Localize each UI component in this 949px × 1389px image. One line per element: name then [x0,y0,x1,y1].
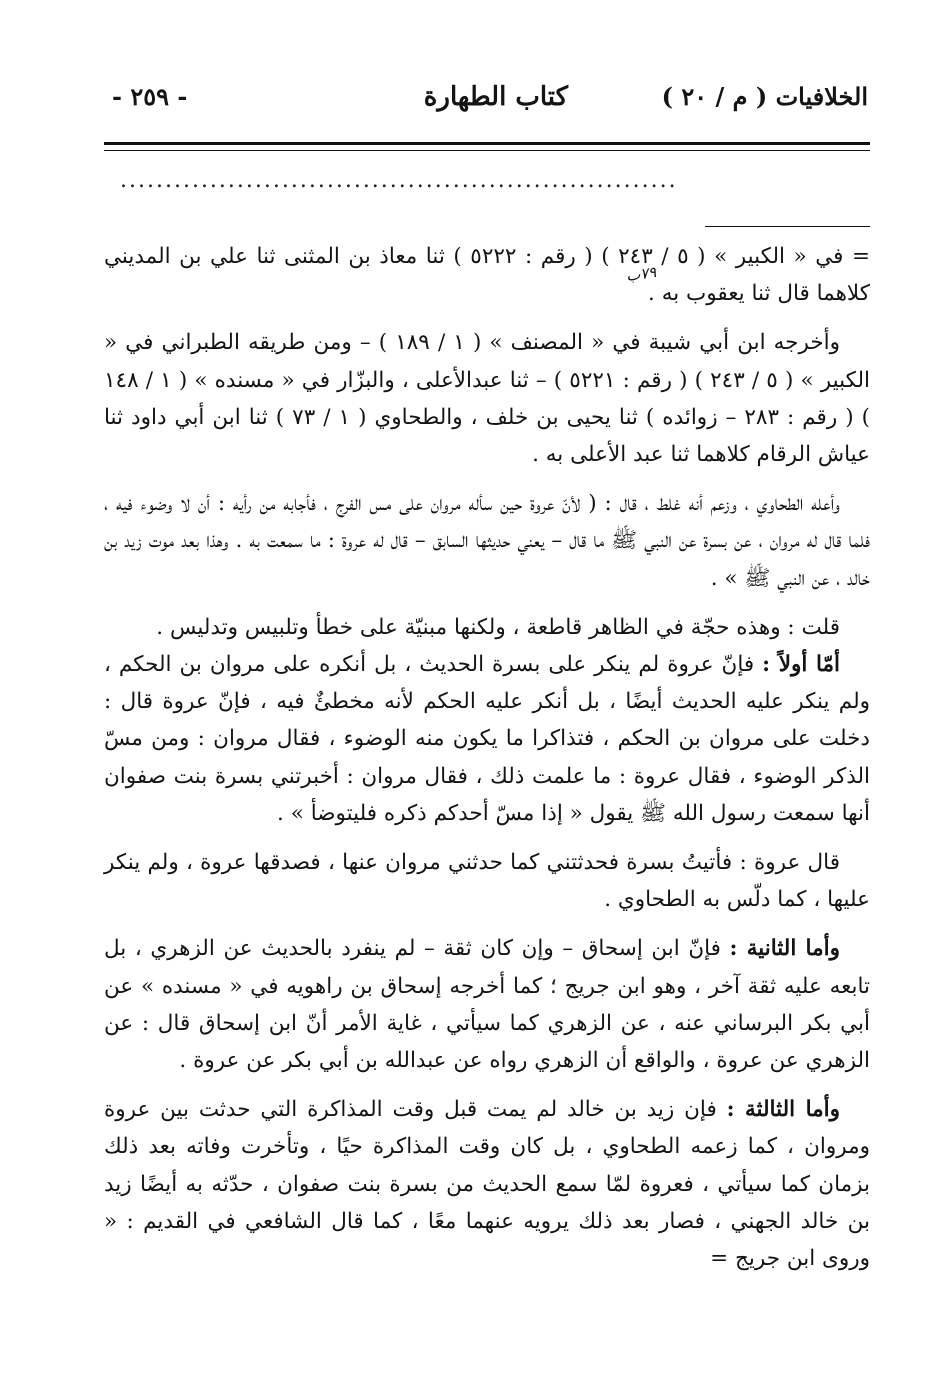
header-rule-thin [104,150,870,151]
paragraph-text: وأخرجه ابن أبي شيبة في « المصنف » ( ١ / ١٨٩ ) – ومن طريقه الطبراني في « الكبير » ( ٥ / ٢٤٣ ) ( رقم : ٥٢٢١ ) – ثنا عبدالأعلى ، والبزّار في « مسنده » ( ١ / ١٤٨ ) ( رقم : ٢٨٣ – زوائده ) ثنا يحيى بن خلف ، والطحاوي ( ١ / ٧٣ ) ثنا ابن أبي داود ثنا عياش الرقام كلاهما ثنا عبد الأعلى به . [104,330,870,468]
paragraph-text: = في « الكبير » ( ٥ / ٢٤٣ ) ( رقم : ٥٢٢٢ ) ثنا معاذ بن المثنى ثنا علي بن المديني كلاهما قال ثنا يعقوب به . [104,244,870,307]
paragraph-lead: وأما الثالثة : [726,1097,840,1123]
paragraph-text: فإن زيد بن خالد لم يمت قبل وقت المذاكرة التي حدثت بين عروة ومروان ، كما زعمه الطحاوي ، بل كان وقت المذاكرة حيًا ، وتأخرت وفاته بعد ذلك بزمان كما سيأتي ، فعروة لمّا سمع الحديث من بسرة بنت صفوان ، حدّثه به أيضًا زيد بن خالد الجهني ، فصار بعد ذلك يرويه عنهما معًا ، كما قال الشافعي في القديم : « وروى ابن جريج = [104,1097,870,1272]
paragraph [104,930,870,1079]
body-text [104,238,870,1277]
paragraph [104,844,870,918]
paragraph [104,324,870,473]
paragraph-text: فإنّ ابن إسحاق – وإن كان ثقة – لم ينفرد بالحديث عن الزهري ، بل تابعه عليه ثقة آخر ، وهو ابن جريج ؛ كما أخرجه إسحاق بن راهويه في « مسنده » عن أبي بكر البرساني عنه ، عن الزهري كما سيأتي ، غاية الأمر أنّ ابن إسحاق قال : عن الزهري عن عروة ، والواقع أن الزهري رواه عن عبدالله بن أبي بكر عن عروة . [104,936,870,1074]
paragraph-lead: أمّا أولاً : [762,652,841,678]
footnote-rule [705,226,870,227]
page-header [106,82,868,130]
paragraph [104,646,870,832]
paragraph-text: فإنّ عروة لم ينكر على بسرة الحديث ، بل أنكره على مروان بن الحكم ، ولم ينكر عليه الحديث أيضًا ، بل أنكر عليه الحكم لأنه مخطئٌ فيه ، فإنّ عروة قال : دخلت على مروان بن الحكم ، فتذاكرا ما يكون منه الوضوء ، فقال مروان : ومن مسّ الذكر الوضوء ، فقال عروة : ما علمت ذلك ، فقال مروان : أخبرتني بسرة بنت صفوان أنها سمعت رسول الله ﷺ يقول « إذا مسّ أحدكم ذكره فليتوضأ » . [104,652,870,826]
running-title: الخلافيات ( م / ٢٠ ) [661,82,868,111]
paragraph-text: قلت : وهذه حجّة في الظاهر قاطعة ، ولكنها مبنيّة على خطأ وتلبيس وتدليس . [156,614,840,640]
paragraph [104,609,870,646]
margin-note: ٧٩ب [624,262,658,286]
section-title: كتاب الطهارة [423,82,568,112]
header-rule-thick [104,142,870,145]
separator-dots: .............................................................. [120,168,678,193]
paragraph-text: قال عروة : فأتيتُ بسرة فحدثتني كما حدثني مروان عنها ، فصدقها عروة ، ولم ينكر عليها ، كما دلّس به الطحاوي . [104,850,870,913]
paragraph-text: وأعله الطحاوي ، وزعم أنه غلط ، قال : ( لأنّ عروة حين سأله مروان على مس الفرج ، فأجابه من رأيه : أن لا وضوء فيه ، فلما قال له مروان ، عن بسرة عن النبي ﷺ ما قال – يعني حديثها السابق – قال له عروة : ما سمعت به . وهذا بعد موت زيد بن خالد ، عن النبي ﷺ » . [104,491,870,591]
paragraph-lead: وأما الثانية : [729,936,840,962]
paragraph [104,485,870,597]
page-number: - ٢٥٩ - [112,82,188,111]
paragraph [104,1091,870,1277]
paragraph [104,238,870,312]
